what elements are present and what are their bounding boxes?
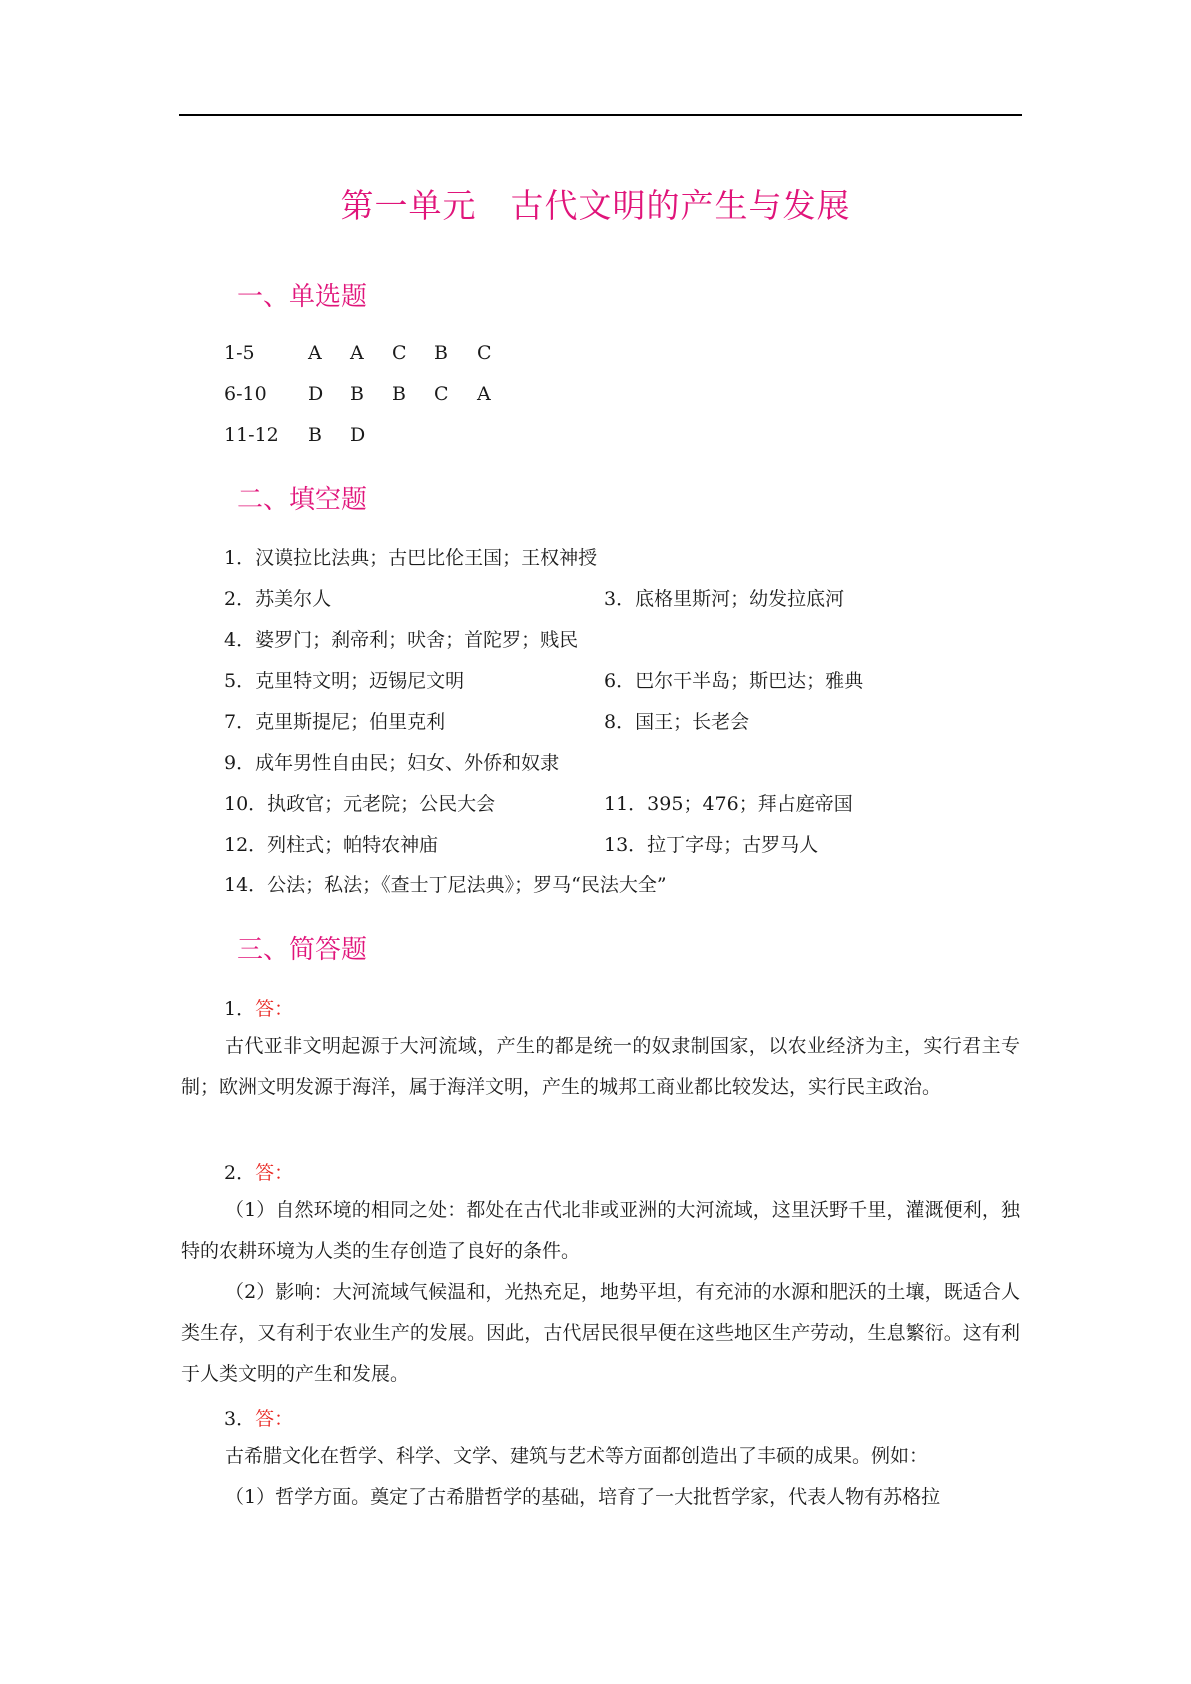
fill-item: 1．汉谟拉比法典；古巴比伦王国；王权神授 — [224, 547, 598, 569]
mc-answer: C — [434, 383, 449, 405]
question-number-text: 3． — [224, 1408, 256, 1430]
fill-item: 5．克里特文明；迈锡尼文明 — [224, 670, 465, 692]
fill-item: 9．成年男性自由民；妇女、外侨和奴隶 — [224, 752, 560, 774]
fill-item: 3．底格里斯河；幼发拉底河 — [604, 588, 845, 610]
mc-answer: B — [308, 424, 322, 446]
mc-answer: D — [350, 424, 366, 446]
answer-paragraph: 古代亚非文明起源于大河流域，产生的都是统一的奴隶制国家，以农业经济为主，实行君主专制；欧洲文明发源于海洋，属于海洋文明，产生的城邦工商业都比较发达，实行民主政治。 — [181, 1035, 1020, 1098]
fill-item: 4．婆罗门；刹帝利；吠舍；首陀罗；贱民 — [224, 629, 579, 651]
mc-range: 6-10 — [224, 383, 267, 405]
fill-item: 11．395；476；拜占庭帝国 — [604, 793, 853, 815]
section-heading-fill-in: 二、填空题 — [237, 485, 368, 515]
question-number — [224, 1407, 293, 1431]
answer-paragraph: （1）哲学方面。奠定了古希腊哲学的基础，培育了一大批哲学家，代表人物有苏格拉 — [225, 1486, 941, 1508]
page-title: 第一单元 古代文明的产生与发展 — [340, 186, 851, 225]
mc-answer: C — [477, 342, 492, 364]
section-heading-single-choice: 一、单选题 — [237, 282, 368, 312]
fill-item: 13．拉丁字母；古罗马人 — [604, 834, 819, 856]
mc-answer: B — [392, 383, 406, 405]
mc-answer: A — [308, 342, 322, 364]
answer-paragraph: （1）自然环境的相同之处：都处在古代北非或亚洲的大河流域，这里沃野千里，灌溉便利，独特的农耕环境为人类的生存创造了良好的条件。 — [181, 1199, 1020, 1262]
question-number — [224, 1161, 293, 1185]
mc-answer: D — [308, 383, 324, 405]
answer-label: 答： — [255, 1408, 294, 1430]
mc-answer: B — [434, 342, 448, 364]
mc-range: 1-5 — [224, 342, 255, 364]
mc-answer: C — [392, 342, 407, 364]
fill-item: 8．国王；长老会 — [604, 711, 750, 733]
fill-item: 7．克里斯提尼；伯里克利 — [224, 711, 446, 733]
mc-range: 11-12 — [224, 424, 279, 446]
fill-item: 6．巴尔干半岛；斯巴达；雅典 — [604, 670, 864, 692]
fill-item: 12．列柱式；帕特农神庙 — [224, 834, 439, 856]
answer-paragraph: （2）影响：大河流域气候温和，光热充足，地势平坦，有充沛的水源和肥沃的土壤，既适合人类生存，又有利于农业生产的发展。因此，古代居民很早便在这些地区生产劳动，生息繁衍。这有利于人类文明的产生和发展。 — [181, 1281, 1020, 1385]
answer-label: 答： — [255, 998, 294, 1020]
question-number-text: 2． — [224, 1162, 256, 1184]
header-rule — [179, 114, 1022, 116]
fill-item: 14．公法；私法；《查士丁尼法典》；罗马“民法大全” — [224, 874, 667, 896]
fill-item: 2．苏美尔人 — [224, 588, 332, 610]
answer-paragraph: 古希腊文化在哲学、科学、文学、建筑与艺术等方面都创造出了丰硕的成果。例如： — [225, 1445, 929, 1467]
question-number-text: 1． — [224, 998, 256, 1020]
mc-answer: B — [350, 383, 364, 405]
question-number — [224, 997, 293, 1021]
answer-label: 答： — [255, 1162, 294, 1184]
fill-item: 10．执政官；元老院；公民大会 — [224, 793, 496, 815]
mc-answer: A — [477, 383, 491, 405]
section-heading-short-answer: 三、简答题 — [237, 935, 368, 965]
mc-answer: A — [350, 342, 364, 364]
